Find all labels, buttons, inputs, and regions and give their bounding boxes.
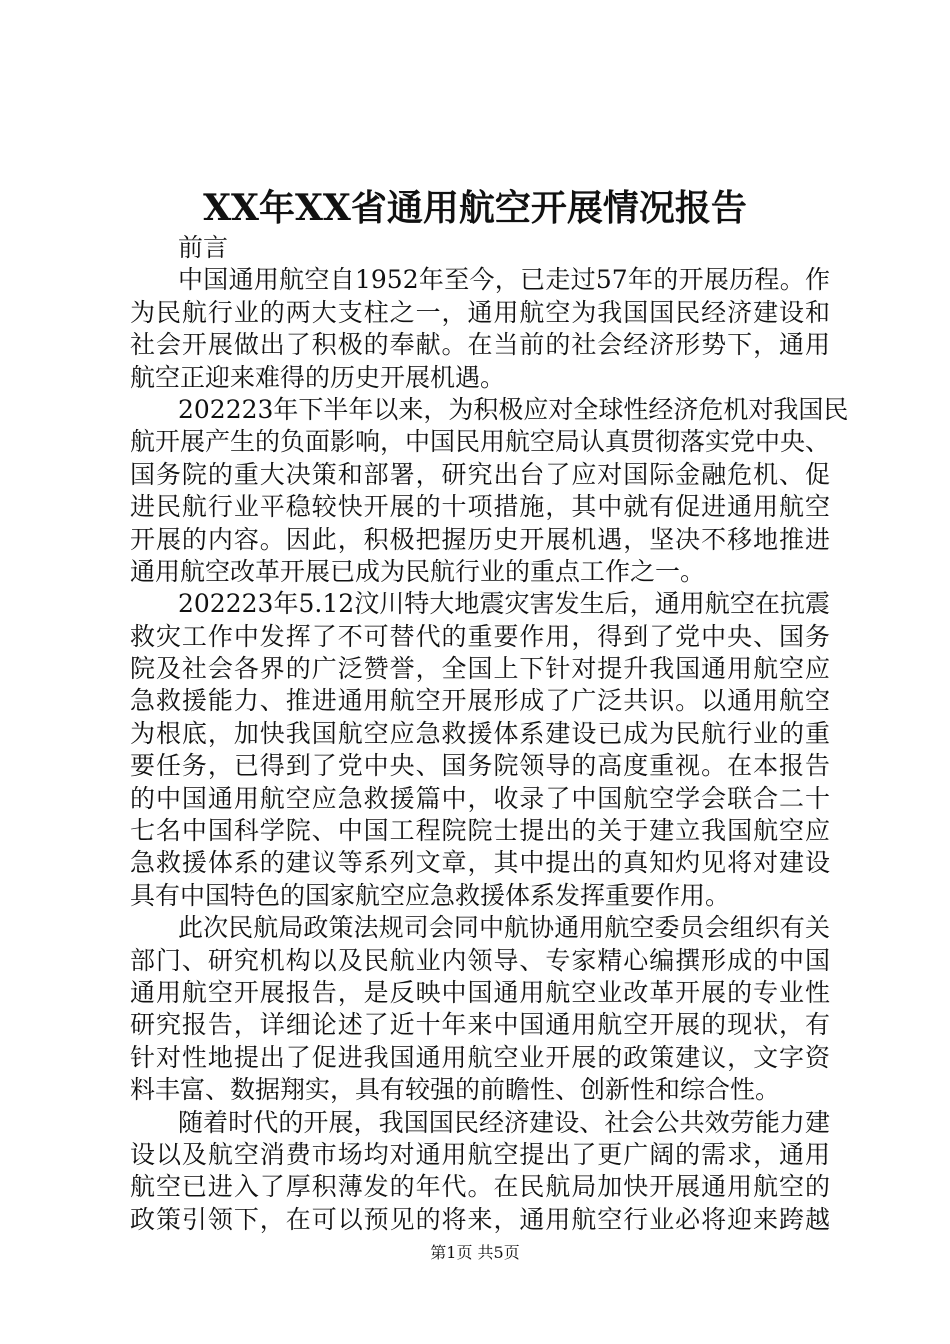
text-line: 为民航行业的两大支柱之一，通用航空为我国国民经济建设和 — [130, 297, 830, 327]
text-line: 针对性地提出了促进我国通用航空业开展的政策建议，文字资 — [130, 1042, 830, 1072]
text-line: 料丰富、数据翔实，具有较强的前瞻性、创新性和综合性。 — [130, 1075, 781, 1105]
text-line: 航空正迎来难得的历史开展机遇。 — [130, 362, 506, 392]
text-line: 要任务，已得到了党中央、国务院领导的高度重视。在本报告 — [130, 751, 830, 781]
text-line: 为根底，加快我国航空应急救援体系建设已成为民航行业的重 — [130, 718, 830, 748]
text-line: 的中国通用航空应急救援篇中，收录了中国航空学会联合二十 — [130, 783, 830, 813]
page-footer: 第1页 共5页 — [430, 1243, 520, 1262]
paragraph — [130, 912, 830, 1106]
text-line: 急救援体系的建议等系列文章，其中提出的真知灼见将对建设 — [130, 848, 830, 878]
text-line: 政策引领下，在可以预见的将来，通用航空行业必将迎来跨越 — [130, 1204, 830, 1234]
text-line: 开展的内容。因此，积极把握历史开展机遇，坚决不移地推进 — [130, 524, 830, 554]
text-line: 中国通用航空自1952年至今，已走过57年的开展历程。作 — [178, 265, 830, 295]
text-line: 航空已进入了厚积薄发的年代。在民航局加快开展通用航空的 — [130, 1172, 830, 1202]
text-line: 通用航空改革开展已成为民航行业的重点工作之一。 — [130, 556, 706, 586]
paragraph — [130, 588, 830, 912]
text-line: 进民航行业平稳较快开展的十项措施，其中就有促进通用航空 — [130, 492, 830, 522]
text-line: 急救援能力、推进通用航空开展形成了广泛共识。以通用航空 — [130, 686, 830, 716]
text-line: 此次民航局政策法规司会同中航协通用航空委员会组织有关 — [178, 913, 830, 943]
paragraph — [130, 394, 849, 588]
document-title: XX年XX省通用航空开展情况报告 — [203, 187, 747, 229]
text-line: 设以及航空消费市场均对通用航空提出了更广阔的需求，通用 — [130, 1139, 830, 1169]
text-line: 航开展产生的负面影响，中国民用航空局认真贯彻落实党中央、 — [130, 427, 831, 457]
document-body — [130, 232, 849, 1236]
paragraph — [130, 264, 830, 394]
text-line: 国务院的重大决策和部署，研究出台了应对国际金融危机、促 — [130, 459, 830, 489]
text-line: 具有中国特色的国家航空应急救援体系发挥重要作用。 — [130, 880, 731, 910]
text-line: 社会开展做出了积极的奉献。在当前的社会经济形势下，通用 — [130, 330, 830, 360]
paragraph — [130, 1107, 830, 1237]
text-line: 202223年5.12汶川特大地震灾害发生后，通用航空在抗震 — [178, 589, 830, 619]
text-line: 院及社会各界的广泛赞誉，全国上下针对提升我国通用航空应 — [130, 654, 830, 684]
text-line: 202223年下半年以来，为积极应对全球性经济危机对我国民 — [178, 394, 849, 424]
text-line: 随着时代的开展，我国国民经济建设、社会公共效劳能力建 — [178, 1107, 830, 1137]
text-line: 通用航空开展报告，是反映中国通用航空业改革开展的专业性 — [130, 977, 830, 1007]
text-line: 救灾工作中发挥了不可替代的重要作用，得到了党中央、国务 — [130, 621, 830, 651]
text-line: 七名中国科学院、中国工程院院士提出的关于建立我国航空应 — [130, 816, 830, 846]
text-line: 部门、研究机构以及民航业内领导、专家精心编撰形成的中国 — [130, 945, 830, 975]
text-line: 前言 — [178, 233, 229, 262]
section-heading — [130, 232, 830, 264]
text-line: 研究报告，详细论述了近十年来中国通用航空开展的现状，有 — [130, 1010, 830, 1040]
